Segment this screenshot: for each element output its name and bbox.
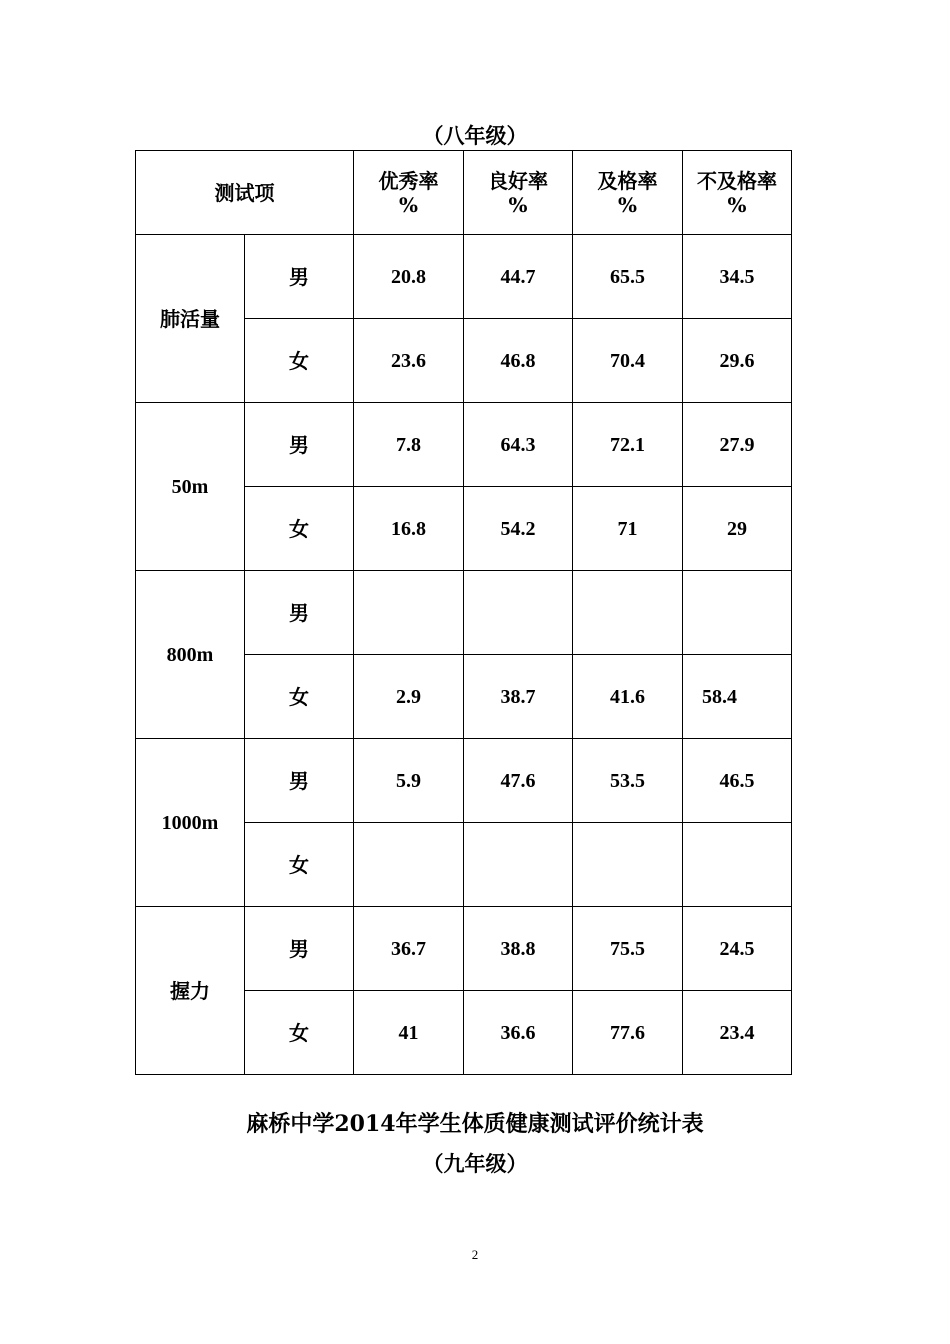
- good-value: 38.7: [464, 655, 573, 739]
- header-pass-label: 及格率: [597, 168, 658, 193]
- header-fail-rate: [683, 151, 792, 235]
- pass-value: 53.5: [573, 739, 683, 823]
- fitness-stats-table: [135, 150, 792, 1075]
- table-header-row: [136, 151, 792, 235]
- excellent-value: 5.9: [354, 739, 464, 823]
- excellent-value: 16.8: [354, 487, 464, 571]
- header-fail-unit: %: [727, 192, 747, 217]
- fail-value: 58.4: [683, 655, 792, 739]
- pass-value: [573, 571, 683, 655]
- pass-value: 72.1: [573, 403, 683, 487]
- fail-value: [683, 823, 792, 907]
- good-value: 47.6: [464, 739, 573, 823]
- pass-value: 70.4: [573, 319, 683, 403]
- table-row: [136, 235, 792, 319]
- table-row: [136, 571, 792, 655]
- header-good-unit: %: [508, 192, 528, 217]
- fail-value: 27.9: [683, 403, 792, 487]
- pass-value: 41.6: [573, 655, 683, 739]
- fail-value: 34.5: [683, 235, 792, 319]
- gender-cell: 男: [245, 235, 354, 319]
- header-excellent-unit: %: [398, 192, 418, 217]
- gender-cell: 男: [245, 739, 354, 823]
- excellent-value: [354, 823, 464, 907]
- test-item-50m: 50m: [136, 403, 245, 571]
- test-item-800m: 800m: [136, 571, 245, 739]
- fail-value: 24.5: [683, 907, 792, 991]
- fail-value: [683, 571, 792, 655]
- good-value: 44.7: [464, 235, 573, 319]
- test-item-1000m: 1000m: [136, 739, 245, 907]
- excellent-value: 7.8: [354, 403, 464, 487]
- gender-cell: 女: [245, 655, 354, 739]
- pass-value: [573, 823, 683, 907]
- test-item-grip-strength: 握力: [136, 907, 245, 1075]
- fail-value: 23.4: [683, 991, 792, 1075]
- header-excellent-rate: [354, 151, 464, 235]
- good-value: [464, 823, 573, 907]
- pass-value: 71: [573, 487, 683, 571]
- gender-cell: 男: [245, 571, 354, 655]
- good-value: [464, 571, 573, 655]
- pass-value: 75.5: [573, 907, 683, 991]
- good-value: 46.8: [464, 319, 573, 403]
- good-value: 64.3: [464, 403, 573, 487]
- table-row: [136, 403, 792, 487]
- header-test-item: 测试项: [136, 151, 354, 235]
- pass-value: 77.6: [573, 991, 683, 1075]
- pass-value: 65.5: [573, 235, 683, 319]
- gender-cell: 男: [245, 403, 354, 487]
- table-row: [136, 907, 792, 991]
- gender-cell: 女: [245, 823, 354, 907]
- header-good-rate: [464, 151, 573, 235]
- header-pass-rate: [573, 151, 683, 235]
- gender-cell: 女: [245, 991, 354, 1075]
- excellent-value: [354, 571, 464, 655]
- table-row: [136, 739, 792, 823]
- excellent-value: 2.9: [354, 655, 464, 739]
- fail-value: 46.5: [683, 739, 792, 823]
- grade-8-subtitle: （八年级）: [422, 123, 528, 148]
- excellent-value: 36.7: [354, 907, 464, 991]
- test-item-lung-capacity: 肺活量: [136, 235, 245, 403]
- header-excellent-label: 优秀率: [378, 168, 439, 193]
- header-fail-label: 不及格率: [697, 168, 777, 193]
- good-value: 54.2: [464, 487, 573, 571]
- gender-cell: 女: [245, 319, 354, 403]
- gender-cell: 女: [245, 487, 354, 571]
- header-pass-unit: %: [617, 192, 637, 217]
- header-good-label: 良好率: [488, 168, 548, 193]
- document-title: 麻桥中学2014年学生体质健康测试评价统计表: [246, 1111, 704, 1137]
- grade-9-subtitle: （九年级）: [422, 1151, 528, 1176]
- gender-cell: 男: [245, 907, 354, 991]
- excellent-value: 23.6: [354, 319, 464, 403]
- fail-value: 29: [683, 487, 792, 571]
- excellent-value: 20.8: [354, 235, 464, 319]
- page-number: 2: [471, 1247, 479, 1262]
- fail-value: 29.6: [683, 319, 792, 403]
- good-value: 38.8: [464, 907, 573, 991]
- excellent-value: 41: [354, 991, 464, 1075]
- good-value: 36.6: [464, 991, 573, 1075]
